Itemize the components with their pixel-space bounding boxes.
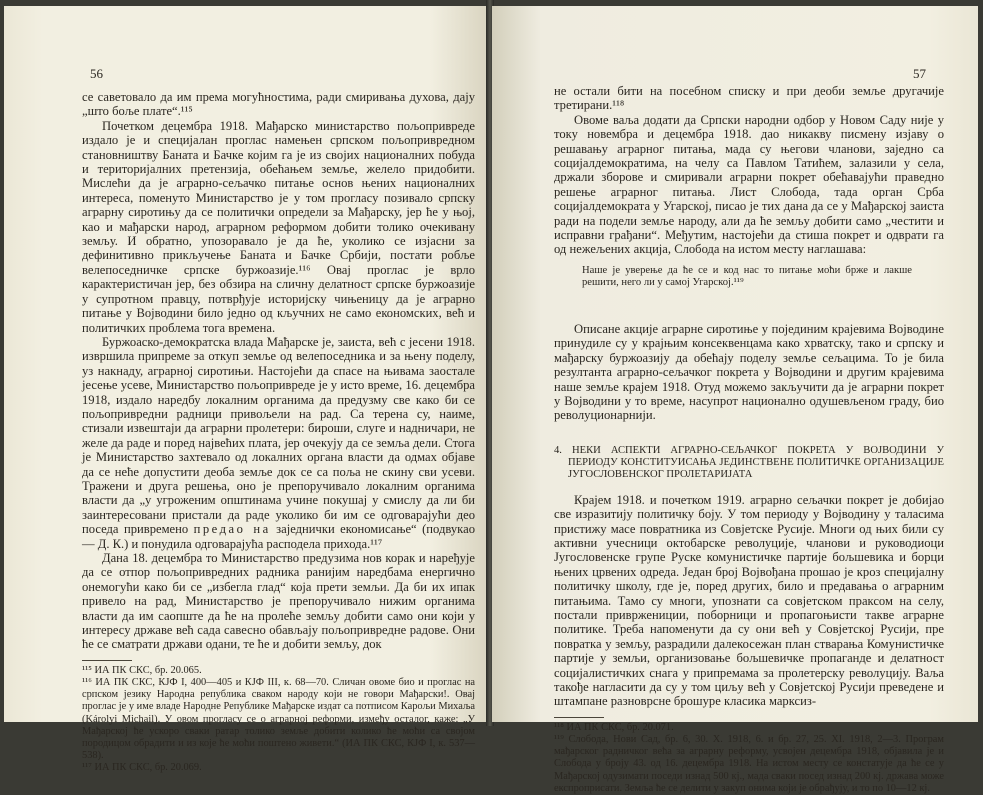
right-page xyxy=(492,6,978,794)
footnote: ¹¹⁹ Слобода, Нови Сад, бр. 6, 30. X. 1918, 6. и бр. 27, 25. XI. 1918, 2—3. Програм мађарског радничког већа за аграрну реформу, усвојен децембра 1918, објавила је и Слобода у броју 43. од 16. децембра 1918. На истом месту се констатује да ће се у Мађарској одузимати поседи изнад 500 кј., мада сваки посед изнад 200 кј. држава може експроприсати. Земља ће се делити у закуп онима који је обрађују, и то по 10—12 кј. xyxy=(554,734,944,794)
left-page-body xyxy=(82,90,475,775)
left-page xyxy=(4,6,488,774)
paragraph-text: заједнички економисање“ (подвукао — Д. К.) и понудила одговарајућа расподела прихода.¹¹⁷ xyxy=(82,522,475,551)
footnote-rule xyxy=(82,660,132,661)
footnote: ¹¹⁵ ИА ПК СКС, бр. 20.065. xyxy=(82,664,202,676)
paragraph-text: Буржоаско-демократска влада Мађарске је, заиста, већ с јесени 1918. извршила припреме за откуп земље од велепоседника и за њену поделу, уз накнаду, аграрној сиротињи. Настојећи да спасе на њивама заостале јесење усеве, Министарство пољопривреде је у исто време, 16. децембра 1918, издало наредбу локалним органима да предузму све како би се пољопривредни радници привољели на рад. Са терена су, наиме, стизали извештаји да аграрни пролетери: бироши, слуге и надничари, не желе да раде и поред највећих плата, јер очекују да се земља дели. Стога је Министарство захтевало од локалних органа власти да одмах објаве да се неће допустити деоба земље док се са поља не скину сви усеви. Тражени и друга решења, оно је препоручивало локалним органима власти да „у угроженим општинама учине покушај у смислу да ли би заинтересовани пристали да раде уколико би им се одговарајући део поседа привремено xyxy=(82,334,475,537)
footnotes xyxy=(554,722,944,795)
page-number: 57 xyxy=(913,66,926,81)
paragraph: Описане акције аграрне сиротиње у појединим крајевима Војводине принудиле су у крајњим консеквенцама како хрватску, тако и српску и мађарску буржоазију да обећају поделу земље сељацима. То је била резултанта аграрно-сељачког покрета у Војводини и другим крајевима наше земље крајем 1918. Отуд можемо закључити да је аграрни покрет у Војводини у то време, насупрот национално одушевљеном граду, био револуционарнији. xyxy=(554,321,944,423)
paragraph: се саветовало да им према могућностима, ради смиривања духова, дају „што боље плате“.¹¹⁵ xyxy=(82,90,475,119)
section-heading: 4. НЕКИ АСПЕКТИ АГРАРНО-СЕЉАЧКОГ ПОКРЕТА У ВОЈВОДИНИ У ПЕРИОДУ КОНСТИТУИСАЊА ЈЕДИНСТВЕНЕ ПОЛИТИЧКЕ ОРГАНИЗАЦИЈЕ ЈУГОСЛОВЕНСКОГ ПРОЛЕТАРИЈАТА xyxy=(554,444,944,480)
footnote: ¹¹⁸ ИА ПК СКС, бр. 20.071. xyxy=(554,721,674,733)
block-quote: Наше је уверење да ће се и код нас то питање моћи брже и лакше решити, него ли у самој Угарској.¹¹⁹ xyxy=(582,264,912,289)
spaced-phrase: предао на xyxy=(193,522,271,537)
paragraph: Овоме ваља додати да Српски народни одбор у Новом Саду није у току новембра и децембра 1918. дао никакву писмену изјаву о решавању аграрног питања, мада су његови чланови, заједно са социјалдемократима, на челу са Павлом Татићем, залазили у села, држали зборове и смиривали аграрни покрет обећавајући праведно решење аграрног питања. Лист Слобода, тада орган Срба социјалдемократа у Угарској, писао је тих дана да се у Мађарској заиста ради на подели земље народу, али да ће земљу добити само „честити и исправни грађани“. Међутим, настојећи да стиша покрет и одврати га од нежељених акција, Слобода на истом месту наглашава: xyxy=(554,112,944,257)
right-page-body xyxy=(554,84,944,795)
paragraph: Крајем 1918. и почетком 1919. аграрно сељачки покрет је добијао све изразитију политичку боју. У том периоду у Војводину у таласима пристижу масе повратника из Совјетске Русије. Многи од њих били су активни учесници октобарске револуције, чланови и руководиоци Југословенске групе Руске комунистичке партије бољшевика и борци њених црвених одреда. Један број Војвођана прошао је кроз специјалну политичку школу, где је, поред других, било и предавања о аграрним питањима. Тамо су многи, упознати са совјетском праксом на селу, постали привржениции, поборници и пропагоњисти такве аграрне политике. Треба напоменути да су они већ у Совјетској Русији, пре повратка у земљу, разрадили далекосежан план стварања Комунистичке партије у земљи, организовање бољшевичке пропаганде и делатност социјалистичких снага у припремама за пролетерску револуцију. Ваља такође нагласити да су у том циљу већ у Совјетској Русији преведене и штампане разноврсне брошуре класика марксиз- xyxy=(554,492,944,709)
paragraph xyxy=(82,335,475,551)
paragraph: Дана 18. децембра то Министарство предузима нов корак и наређује да се отпор пољопривредних радника ранијим наредбама енергично онемогући како би се „избегла глад“ која прети земљи. Да би их ипак привело на рад, Министарство је препоручивало нижим органима власти да им саопште да ће на пролеће земљу добити само они који у интересу државе већ сада савесно обављају пољопривредне радове. Они ће се сматрати држави одани, те ће и добити земљу, док xyxy=(82,551,475,652)
footnote: ¹¹⁶ ИА ПК СКС, КЈФ I, 400—405 и КЈФ III, к. 68—70. Сличан овоме био и проглас на српском језику Народна република сваком народу који не говори Мађарски!. Овај проглас је у име владе Народне Републике Мађарске издат са потписом Карољи Михаља (Károlyi Michail). У овом прогласу се о аграрној реформи, између осталог, каже: „У Мађарској ће ускоро сваки ратар толико земље добити колико ће моћи са својом породицом обрадити и из које ће моћи поштено живети.“ (ИА ПК СКС, КЈФ I, к. 537—538). xyxy=(82,677,475,762)
footnotes xyxy=(82,665,475,775)
footnote: ¹¹⁷ ИА ПК СКС, бр. 20.069. xyxy=(82,762,202,774)
page-number: 56 xyxy=(90,66,103,81)
spacer xyxy=(554,298,944,322)
footnote-rule xyxy=(554,717,604,718)
paragraph: не остали бити на посебном списку и при деоби земље другачије третирани.¹¹⁸ xyxy=(554,84,944,113)
paragraph: Почетком децембра 1918. Мађарско министарство пољопривреде издало је и специјалан проглас намењен српском пољопривредном становништву Баната и Бачке којим га је из својих националних побуда и територијалних претензија, обећањем земље, желело придобити. Мислећи да је аграрно-сељачко питање основ њених националних интереса, поменуто Министарство је у том прогласу позивало српску аграрну сиротињу да се политички определи за Мађарску, јер ће у њој, као и мађарски народ, аграрном реформом добити толико очекивану земљу. И обратно, упозоравало је да ће, уколико се изјасни за дефинитивно прикључење Баната и Бачке Србији, постати робље велепоседничке српске буржоазије.¹¹⁶ Овај проглас је врло карактеристичан јер, без обзира на сличну делатност српске буржоазије у супротном правцу, потврђује историјску чињеницу да је аграрно питање у Војводини било једно од кључних не само економских, већ и политичких проблема тога времена. xyxy=(82,118,475,335)
